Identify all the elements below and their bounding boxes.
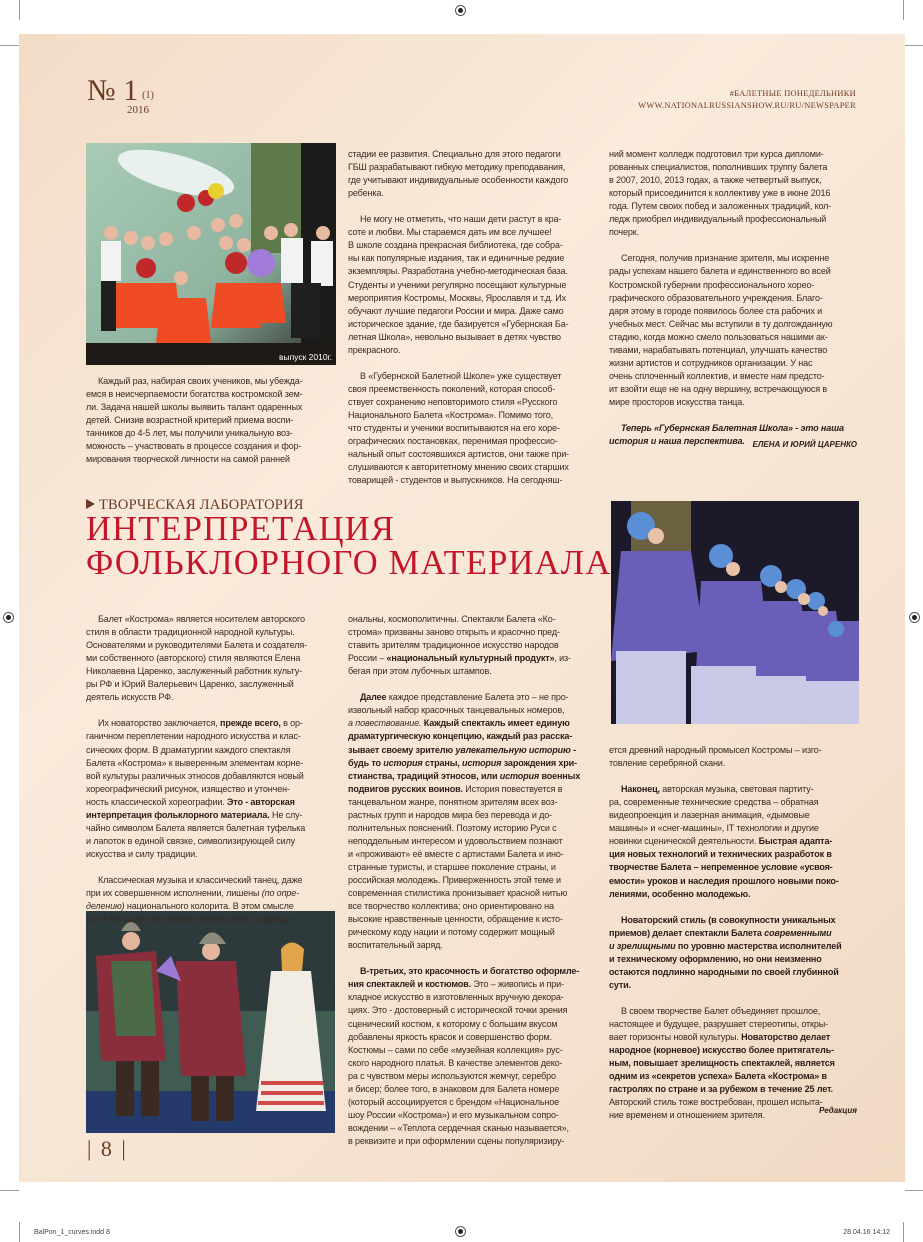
- paragraph: Каждый раз, набирая своих учеников, мы убежда- емся в неисчерпаемости богатства костромской зем- ли. Задача нашей школы выявить талант одаренных детей. Снизив возрастной критерий приема воспи- танников до 4-5 лет, мы получили уникальную воз- можность – участвовать в процессе создания и фор- мирования творческой личности на самой ранней: [86, 376, 303, 465]
- crop-mark: [903, 1222, 904, 1242]
- text-run: ональны, космополитичны. Спектакли Балета «Ко- строма» призваны заново открыть и красочно пред- ставить зрителям традиционное искусство народов России –: [348, 614, 560, 664]
- main-article-signature: Редакция: [819, 1106, 857, 1115]
- hashtag: #БАЛЕТНЫЕ ПОНЕДЕЛЬНИКИ: [729, 89, 856, 98]
- title-line-2: ФОЛЬКЛОРНОГО МАТЕРИАЛА: [86, 544, 612, 582]
- slug-file: BalPon_1_curves.indd 8: [34, 1229, 110, 1236]
- dancers-photo: [611, 501, 859, 724]
- bold-run: В-третьих, это красочность и богатство оформле- ния спектаклей и костюмов.: [348, 966, 580, 990]
- bold-run: «национальный культурный продукт»: [386, 653, 555, 664]
- text-run: каждое представление Балета это – не про- извольный набор красочных танцевальных номеров,: [348, 692, 569, 716]
- crop-mark: [19, 0, 20, 20]
- paragraph: ется древний народный промысел Костромы – изго- товление серебряной скани.: [609, 745, 822, 769]
- text-run: История повествуется в танцевальном жанре, понятном зрителям всех воз- растных групп и народов мира без перевода и до- полнительных пояснений. Поэтому историю Руси с неподдельным интересом и удовольствием познают и «проживают» её вместе с артистами Балета и ино- странные туристы, и старшее поколение страны, и российская молодежь. Приверженность этой теме и современная стилистика пронизывает красной нитью все творчество коллектива; оно ориентировано на высокие нравственные ценности, обращение к исто- рическому коду нации и потому содержит мощный воспитательный заряд.: [348, 783, 568, 951]
- bold-italic-run: увлекательную историю: [455, 744, 571, 755]
- rubric-label: ТВОРЧЕСКАЯ ЛАБОРАТОРИЯ: [99, 497, 304, 513]
- top-article-column-1: [86, 375, 336, 466]
- paragraph: стадии ее развития. Специально для этого педагоги ГБШ разрабатывают гибкую методику преподавания, где учитывают индивидуальные особенности каждого ребенка.: [348, 149, 569, 199]
- issue-symbol: № 1: [87, 74, 139, 107]
- issue-sub: (1): [142, 90, 154, 101]
- bold-run: Это - авторская интерпретация фольклорного материала.: [86, 796, 295, 820]
- text-run: В своем творчестве Балет объединяет прошлое, настоящее и будущее, разрушает стереотипы, откры- вает горизонты новой культуры.: [609, 1005, 828, 1043]
- italic-run: а повествование.: [348, 718, 422, 729]
- crop-mark: [19, 1222, 20, 1242]
- bold-run: зарождения хри- стианства, традиций этносов, или: [348, 757, 577, 781]
- bold-italic-run: история: [499, 770, 540, 781]
- article-title: [86, 512, 612, 580]
- header-right: [638, 88, 856, 112]
- paragraph: [86, 874, 336, 926]
- bold-run: Новаторство делает народное (корневое) искусство более притягатель- ным, повышает зрелищность спектаклей, является одним из «секретов успеха» Балета «Кострома» в гастролях по стране и за рубежом в течение 25 лет.: [609, 1032, 835, 1095]
- italic-run: (по опре- делению): [86, 888, 300, 912]
- paragraph: [348, 613, 598, 678]
- registration-mark-icon: [3, 612, 14, 623]
- title-line-1: ИНТЕРПРЕТАЦИЯ: [86, 510, 396, 548]
- text-run: , из- бегая при этом лубочных штампов.: [348, 653, 571, 677]
- text-run: Это – живопись и при- кладное искусство в изготовленных вручную декора- циях. Это - достоверный с исторической точки зрения сценический костюм, к которому с большим вкусом добавлены яркость красок и совершенство форм. Костюмы – сами по себе «музейная коллекция» рус- ского народного платья. В качестве элементов деко- ра с чувством меры используются жемчуг, серебро и бисер; более того, в знаковом для Балета номере (который ассоциируется с брендом «Национальное шоу России «Кострома») и его музыкальном сопро- вождении – «Теплота сердечная сканью называется», в реквизите и при оформлении сцены популяризиру-: [348, 979, 569, 1146]
- bold-run: прежде всего,: [220, 718, 281, 729]
- text-run: в ор- ганичном переплетении народного искусства и клас- сических форм. В драматургии каждого спектакля Балета «Кострома» к выверенным элементам корне- вой культуры различных этносов добавляются новый хореографический рисунок, изящество и утончен- ность классической хореографии.: [86, 718, 304, 807]
- bold-run: Быстрая адапта- ция новых технологий и технических разработок в творчестве Балета – непременное условие «усвоя- емости» уроков и наследия прошлого новыми поко- лениями, особенно молодежью.: [609, 836, 839, 899]
- paragraph: [348, 691, 598, 952]
- slug-date: 28.04.16 14:12: [843, 1229, 890, 1236]
- registration-mark-icon: [909, 612, 920, 623]
- crop-mark: [0, 1190, 19, 1191]
- text-run: Классическая музыка и классический танец, даже при их совершенном исполнении, лишены: [86, 874, 303, 899]
- paragraph: В «Губернской Балетной Школе» уже существует своя преемственность поколений, которая способ- ствует сохранению неповторимого стиля «Русского Национального Балета «Кострома». Помимо того, что студенты и ученики воспитываются на его хоре- ографических постановках, перенимая профессио- нальный опыт состоявшихся артистов, они также при- слушиваются к авторитетному мнению своих старших товарищей - студентов и выпускников. На сегодняш-: [348, 370, 570, 486]
- top-article-column-3: [609, 135, 859, 461]
- top-article-signature: ЕЛЕНА И ЮРИЙ ЦАРЕНКО: [752, 440, 857, 449]
- text-run: Авторский стиль тоже востребован, прошел испыта- ние временем и отношением зрителя.: [609, 1097, 823, 1121]
- paragraph: [609, 783, 859, 900]
- triangle-right-icon: [86, 499, 95, 509]
- paragraph: ний момент колледж подготовил три курса дипломи- рованных специалистов, пополнивших труппу балета в 2007, 2010, 2013 годах, а также четвертый выпуск, который присоединится к коллективу уже в июне 2016 года. Путем своих побед и заложенных традиций, кол- ледж приобрел индивидуальный профессиональный почерк.: [609, 149, 832, 238]
- registration-mark-icon: [455, 5, 466, 16]
- crop-mark: [905, 45, 923, 46]
- paragraph: [609, 1005, 859, 1122]
- graduates-photo-illustration: [86, 143, 336, 365]
- registration-mark-icon: [455, 1226, 466, 1237]
- website-link[interactable]: WWW.NATIONALRUSSIANSHOW.RU/RU/NEWSPAPER: [638, 101, 856, 110]
- paragraph: [609, 914, 859, 992]
- bold-italic-run: история: [383, 757, 423, 768]
- paragraph: Сегодня, получив признание зрителя, мы искренне рады успехам нашего балета и единственного во всей Костромской губернии профессионального хорео- графического образовательного учреждения. Благо- даря этому в городе появилось более ста рабочих и учебных мест. Сейчас мы вступили в ту долгожданную стадию, когда можно смело пользоваться нашими ак- тивами, нарабатывать потенциал, улучшать качество жизни артистов и сотрудников организации. У нас очень сплоченный коллектив, и вместе нам предсто- ит взойти еще не на одну вершину, встречающуюся в мире просторов искусства танца.: [609, 253, 833, 407]
- bold-run: Новаторский стиль (в совокупности уникальных приемов) делает спектакли Балета: [609, 914, 836, 938]
- bold-italic-run: история: [462, 757, 502, 768]
- text-run: Их новаторство заключается,: [98, 718, 220, 729]
- crop-mark: [0, 45, 19, 46]
- issue-year: 2016: [127, 104, 149, 116]
- bold-run: Каждый спектакль имеет единую драматургическую концепцию, каждый раз расска- зывает своему зрителю: [348, 718, 573, 755]
- performance-photo-illustration: [86, 911, 335, 1133]
- bold-run: - будь то: [348, 744, 576, 768]
- text-run: авторская музыка, световая партиту- ра, современные технические средства – обратная видеопроекция и лазерная анимация, «дымовые машины» и «снег-машины», IT технологии и другие новинки сценической деятельности.: [609, 784, 819, 847]
- top-article-column-2: [348, 135, 598, 500]
- dancers-photo-illustration: [611, 501, 859, 724]
- bold-italic-run: современными и зрелищными: [609, 927, 832, 951]
- bold-run: Наконец,: [621, 784, 660, 795]
- paragraph: [348, 965, 598, 1148]
- bold-run: по уровню мастерства исполнителей и техническому оформлению, но они неизменно остаются подлинно народными по своей глубинной сути.: [609, 940, 842, 990]
- performance-photo: [86, 911, 335, 1133]
- main-article-column-3: [609, 731, 859, 1135]
- paragraph: [86, 717, 336, 861]
- bold-run: Далее: [360, 692, 387, 703]
- bold-run: страны,: [422, 757, 462, 768]
- crop-mark: [903, 0, 904, 20]
- main-article-column-1: [86, 600, 336, 939]
- crop-mark: [905, 1190, 923, 1191]
- paragraph: Не могу не отметить, что наши дети растут в кра- соте и любви. Мы стараемся дать им все лучшее! В школе создана прекрасная библиотека, где собра- ны как популярные издания, так и единичные редкие экземпляры. Разработана учебно-методическая база. Студенты и ученики регулярно посещают культурные мероприятия Костромы, Москвы, Ярославля и т.д. Их обучают лучшие педагоги России и мира. Даже само историческое здание, где базируется «Губернская Ба- летная Школа», невольно вызывает в детях чувство прекрасного.: [348, 214, 569, 355]
- graduates-photo: [86, 143, 336, 365]
- text-run: Не слу- чайно символом Балета является балетная туфелька и лапоток в единой связке, символизирующей силу искусства и силу традиции.: [86, 809, 306, 859]
- bold-run: военных подвигов русских воинов.: [348, 770, 581, 794]
- text-run: национального колорита. В этом смысле они в большинстве своем универсальны, надкаци-: [86, 901, 294, 925]
- paragraph: Балет «Кострома» является носителем авторского стиля в области традиционной народной культуры. Основателями и руководителями Балета и создателя- ми собственного (авторского) стиля являются Елена Николаевна Царенко, заслуженный работник культу- ры РФ и Юрий Валерьевич Царенко, заслуженный деятель искусств РФ.: [86, 614, 307, 703]
- main-article-column-2: [348, 600, 598, 1161]
- photo-caption: выпуск 2010г.: [278, 352, 332, 362]
- closing-bold-text: Теперь «Губернская Балетная Школа» - это наша история и наша перспектива.: [609, 423, 844, 447]
- page-number: | 8 |: [87, 1136, 128, 1161]
- issue-number: [87, 74, 154, 116]
